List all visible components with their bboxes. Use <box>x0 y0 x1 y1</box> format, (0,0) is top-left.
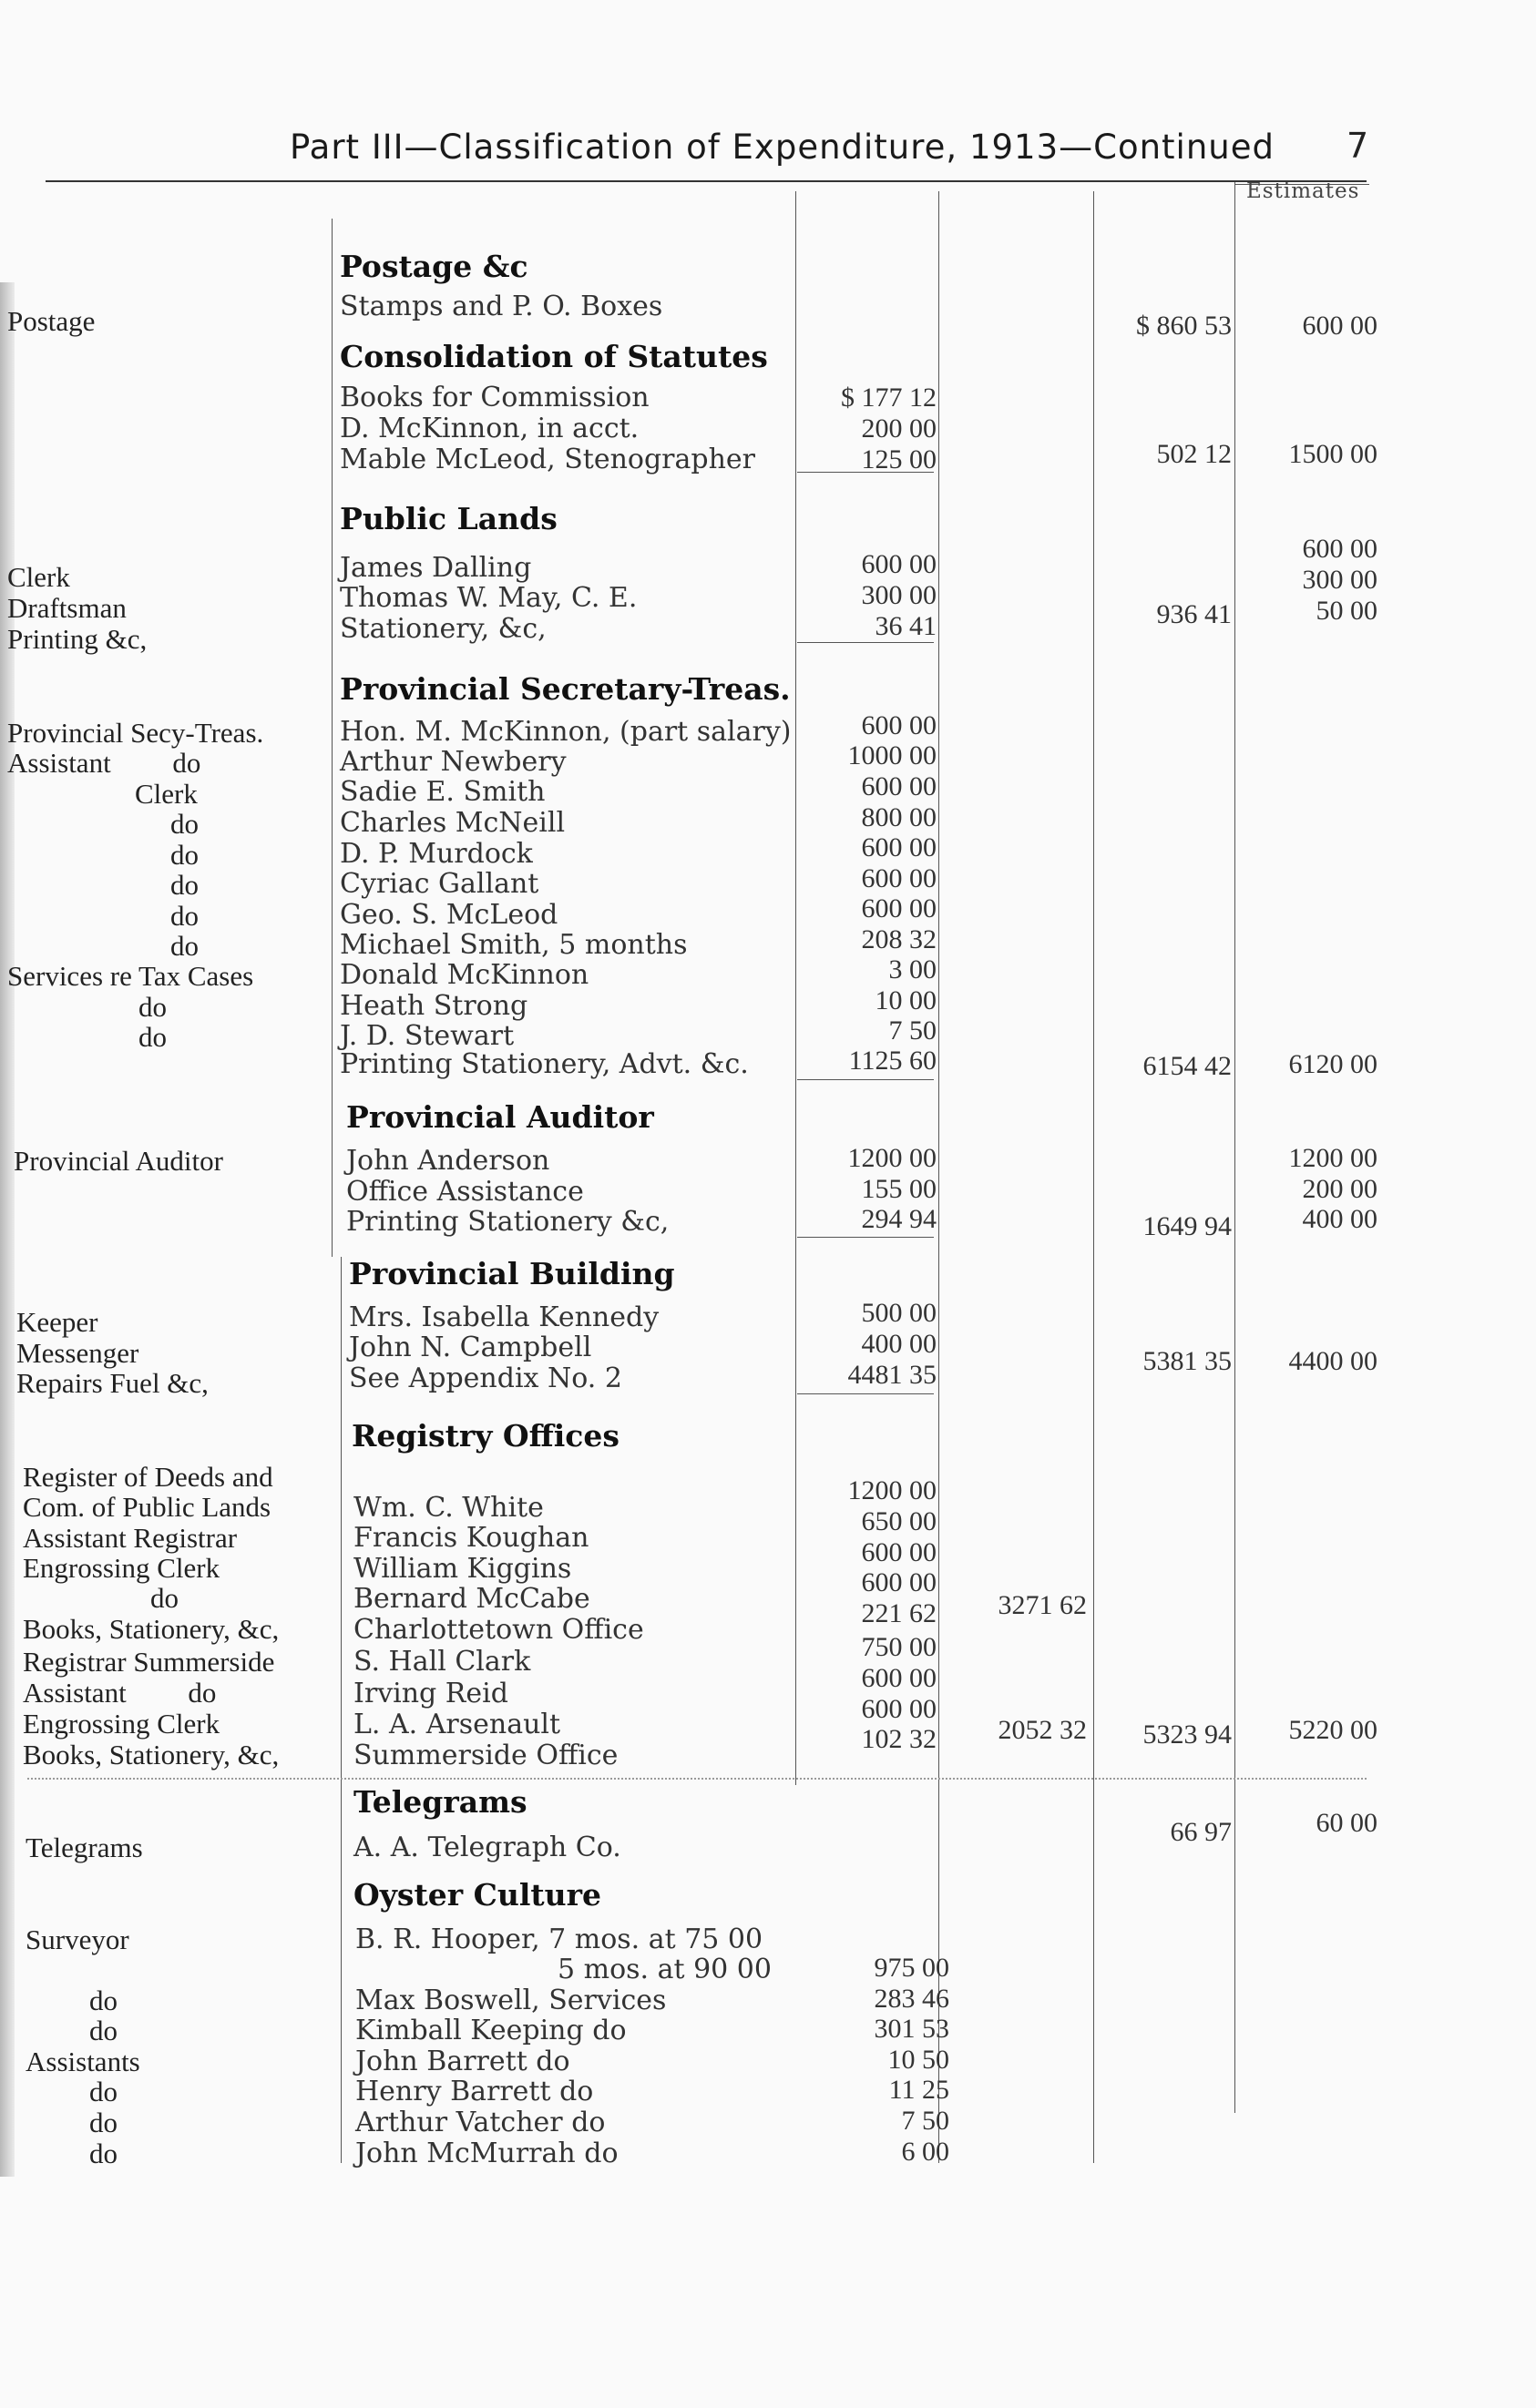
page-title: Part III—Classification of Expenditure, 1913—Continued <box>290 128 1275 167</box>
row-amount: 200 00 <box>861 413 937 444</box>
row-name: J. D. Stewart <box>340 1020 515 1052</box>
row-amount: 975 00 <box>874 1953 949 1983</box>
row-name: B. R. Hooper, 7 mos. at 75 00 <box>355 1923 763 1955</box>
row-amount: 294 94 <box>861 1204 937 1234</box>
row-name: Cyriac Gallant <box>340 868 539 900</box>
row-label: Provincial Secy-Treas. <box>7 717 264 749</box>
row-amount: 750 00 <box>861 1632 937 1662</box>
section-title: Postage &c <box>340 249 528 284</box>
row-amount: 102 32 <box>861 1724 937 1754</box>
section-estimate: 4400 00 <box>1288 1346 1377 1376</box>
row-name: Michael Smith, 5 months <box>340 929 688 961</box>
row-label: do <box>170 808 199 840</box>
row-amount: 7 50 <box>888 1015 937 1046</box>
row-label: Draftsman <box>7 592 127 624</box>
row-label: do <box>170 839 199 871</box>
rule-secy-treas <box>797 1079 934 1080</box>
header-rule <box>46 180 1367 182</box>
row-label: Assistants <box>26 2046 140 2077</box>
section-total: 66 97 <box>1170 1817 1232 1847</box>
section-total: 5323 94 <box>1142 1719 1232 1750</box>
row-amount: 10 00 <box>875 985 937 1015</box>
section-total: $ 860 53 <box>1136 311 1232 341</box>
row-label: Telegrams <box>26 1832 143 1863</box>
row-name: Thomas W. May, C. E. <box>340 582 638 614</box>
row-name: Donald McKinnon <box>340 959 589 991</box>
row-amount: 1000 00 <box>847 740 937 770</box>
row-name: Sadie E. Smith <box>340 776 546 808</box>
row-name: S. Hall Clark <box>353 1646 531 1678</box>
section-title: Consolidation of Statutes <box>340 339 768 374</box>
row-estimate: 600 00 <box>1302 534 1377 564</box>
row-label: Assistant Registrar <box>23 1522 238 1554</box>
row-name: Arthur Vatcher do <box>355 2107 606 2138</box>
section-title: Public Lands <box>340 501 558 536</box>
row-name: Office Assistance <box>346 1176 584 1208</box>
row-name: Francis Koughan <box>353 1522 589 1554</box>
row-name: John N. Campbell <box>349 1332 592 1363</box>
row-label: Provincial Auditor <box>14 1145 223 1177</box>
section-title: Telegrams <box>353 1784 527 1820</box>
page-number: 7 <box>1347 126 1369 166</box>
section-estimate: 60 00 <box>1316 1808 1377 1838</box>
section-total: 6154 42 <box>1142 1051 1232 1081</box>
row-label: Messenger <box>16 1337 139 1369</box>
row-name: Mable McLeod, Stenographer <box>340 444 756 475</box>
row-name: A. A. Telegraph Co. <box>353 1832 621 1863</box>
row-name: Summerside Office <box>353 1740 619 1771</box>
row-amount: 600 00 <box>861 863 937 893</box>
row-label: Books, Stationery, &c, <box>23 1739 280 1770</box>
row-amount: 3 00 <box>888 954 937 985</box>
row-label: Repairs Fuel &c, <box>16 1367 209 1399</box>
row-amount: 208 32 <box>861 924 937 954</box>
row-name: Mrs. Isabella Kennedy <box>349 1301 660 1333</box>
row-label: Com. of Public Lands <box>23 1491 271 1523</box>
row-label: do <box>150 1582 179 1614</box>
row-subtotal: 2052 32 <box>998 1715 1087 1745</box>
row-amount: 155 00 <box>861 1174 937 1204</box>
section-total: 936 41 <box>1156 599 1232 629</box>
row-amount: 800 00 <box>861 802 937 832</box>
row-amount: 600 00 <box>861 1537 937 1567</box>
row-amount: 600 00 <box>861 771 937 801</box>
row-name: Irving Reid <box>353 1678 508 1709</box>
row-name: Henry Barrett do <box>355 2076 594 2107</box>
row-label: Assistant do <box>23 1677 217 1709</box>
row-amount: 301 53 <box>874 2014 949 2044</box>
section-title: Provincial Building <box>349 1256 675 1291</box>
row-amount: 500 00 <box>861 1298 937 1328</box>
row-amount: 11 25 <box>888 2075 949 2105</box>
section-estimate: 1500 00 <box>1288 439 1377 469</box>
row-label: Printing &c, <box>7 623 148 655</box>
section-total: 5381 35 <box>1142 1346 1232 1376</box>
row-label: Clerk <box>7 561 70 593</box>
column-rule-subtotal <box>1093 191 1094 2163</box>
column-rule-names-lower <box>341 1257 342 2163</box>
row-name: Heath Strong <box>340 990 528 1022</box>
row-label: Assistant do <box>7 747 201 779</box>
rule-building <box>797 1393 934 1394</box>
row-name: Max Boswell, Services <box>355 1985 667 2016</box>
section-estimate: 6120 00 <box>1288 1049 1377 1079</box>
row-amount: 1125 60 <box>848 1046 937 1076</box>
row-amount: 300 00 <box>861 580 937 610</box>
row-amount: 600 00 <box>861 710 937 740</box>
dotted-separator <box>27 1778 1367 1780</box>
row-label: Registrar Summerside <box>23 1646 275 1678</box>
section-total: 1649 94 <box>1142 1211 1232 1241</box>
rule-auditor <box>797 1237 934 1238</box>
row-name: Hon. M. McKinnon, (part salary) <box>340 716 792 748</box>
section-estimate: 5220 00 <box>1288 1715 1377 1745</box>
row-name: L. A. Arsenault <box>353 1709 561 1740</box>
row-amount: 600 00 <box>861 1567 937 1597</box>
row-amount: 221 62 <box>861 1598 937 1628</box>
row-name: James Dalling <box>340 552 532 584</box>
column-rule-amount <box>795 191 796 1785</box>
row-name: Stamps and P. O. Boxes <box>340 291 663 322</box>
row-label: Keeper <box>16 1306 98 1338</box>
row-amount: 600 00 <box>861 549 937 579</box>
row-label: Surveyor <box>26 1923 129 1955</box>
row-label: do <box>170 930 199 962</box>
row-name: See Appendix No. 2 <box>349 1362 622 1394</box>
row-amount: 283 46 <box>874 1984 949 2014</box>
column-rule-total <box>1234 182 1235 2113</box>
row-label: do <box>89 2076 118 2107</box>
row-estimate: 50 00 <box>1316 596 1377 626</box>
row-amount: 600 00 <box>861 832 937 862</box>
row-label: do <box>89 2138 118 2169</box>
section-estimate: 600 00 <box>1302 311 1377 341</box>
row-name: D. P. Murdock <box>340 838 533 870</box>
row-amount: $ 177 12 <box>841 383 937 413</box>
row-amount: 4481 35 <box>847 1360 937 1390</box>
row-name: Printing Stationery, Advt. &c. <box>340 1048 749 1080</box>
row-estimate: 400 00 <box>1302 1204 1377 1234</box>
row-label: Register of Deeds and <box>23 1461 273 1493</box>
row-amount: 36 41 <box>875 611 937 641</box>
row-label: do <box>138 1021 167 1053</box>
row-label: Postage <box>7 305 96 337</box>
row-estimate: 1200 00 <box>1288 1143 1377 1173</box>
row-name: Kimball Keeping do <box>355 2015 627 2046</box>
section-title: Oyster Culture <box>353 1877 602 1913</box>
row-estimate: 200 00 <box>1302 1174 1377 1204</box>
row-label: Services re Tax Cases <box>7 960 254 992</box>
row-label: do <box>170 869 199 901</box>
row-amount: 1200 00 <box>847 1143 937 1173</box>
row-amount: 400 00 <box>861 1329 937 1359</box>
rule-public-lands <box>797 642 934 643</box>
row-amount: 650 00 <box>861 1506 937 1536</box>
column-rule-amount-right <box>938 191 939 2163</box>
row-name: Arthur Newbery <box>340 746 567 778</box>
row-amount: 7 50 <box>901 2106 949 2136</box>
row-name: Charles McNeill <box>340 807 566 839</box>
row-name: Geo. S. McLeod <box>340 899 558 931</box>
row-name: John McMurrah do <box>355 2138 619 2169</box>
row-name: John Anderson <box>346 1145 550 1177</box>
row-amount: 125 00 <box>861 444 937 474</box>
section-title: Provincial Auditor <box>346 1099 654 1135</box>
row-amount: 1200 00 <box>847 1475 937 1505</box>
row-amount: 6 00 <box>901 2137 949 2167</box>
row-amount: 10 50 <box>887 2045 949 2075</box>
estimates-label: Estimates <box>1246 179 1360 203</box>
row-name: Printing Stationery &c, <box>346 1206 670 1238</box>
row-name: 5 mos. at 90 00 <box>558 1954 772 1985</box>
column-rule-names <box>332 219 333 1257</box>
row-label: Clerk <box>135 778 198 810</box>
row-name: Charlottetown Office <box>353 1614 644 1646</box>
row-label: Engrossing Clerk <box>23 1708 220 1740</box>
row-amount: 600 00 <box>861 1694 937 1724</box>
row-name: John Barrett do <box>355 2046 570 2077</box>
row-amount: 600 00 <box>861 1663 937 1693</box>
row-label: do <box>89 2015 118 2046</box>
row-name: Wm. C. White <box>353 1492 544 1524</box>
row-name: Stationery, &c, <box>340 613 547 645</box>
row-name: Bernard McCabe <box>353 1583 590 1615</box>
section-title: Provincial Secretary-Treas. <box>340 671 791 707</box>
row-name: D. McKinnon, in acct. <box>340 413 640 444</box>
row-label: do <box>170 900 199 932</box>
row-label: do <box>138 991 167 1023</box>
row-label: Engrossing Clerk <box>23 1552 220 1584</box>
row-name: William Kiggins <box>353 1553 572 1585</box>
row-amount: 600 00 <box>861 893 937 923</box>
row-subtotal: 3271 62 <box>998 1590 1087 1620</box>
section-total: 502 12 <box>1156 439 1232 469</box>
row-label: do <box>89 2107 118 2138</box>
row-label: Books, Stationery, &c, <box>23 1613 280 1645</box>
section-title: Registry Offices <box>352 1418 620 1454</box>
row-label: do <box>89 1985 118 2016</box>
row-estimate: 300 00 <box>1302 565 1377 595</box>
row-name: Books for Commission <box>340 382 650 413</box>
